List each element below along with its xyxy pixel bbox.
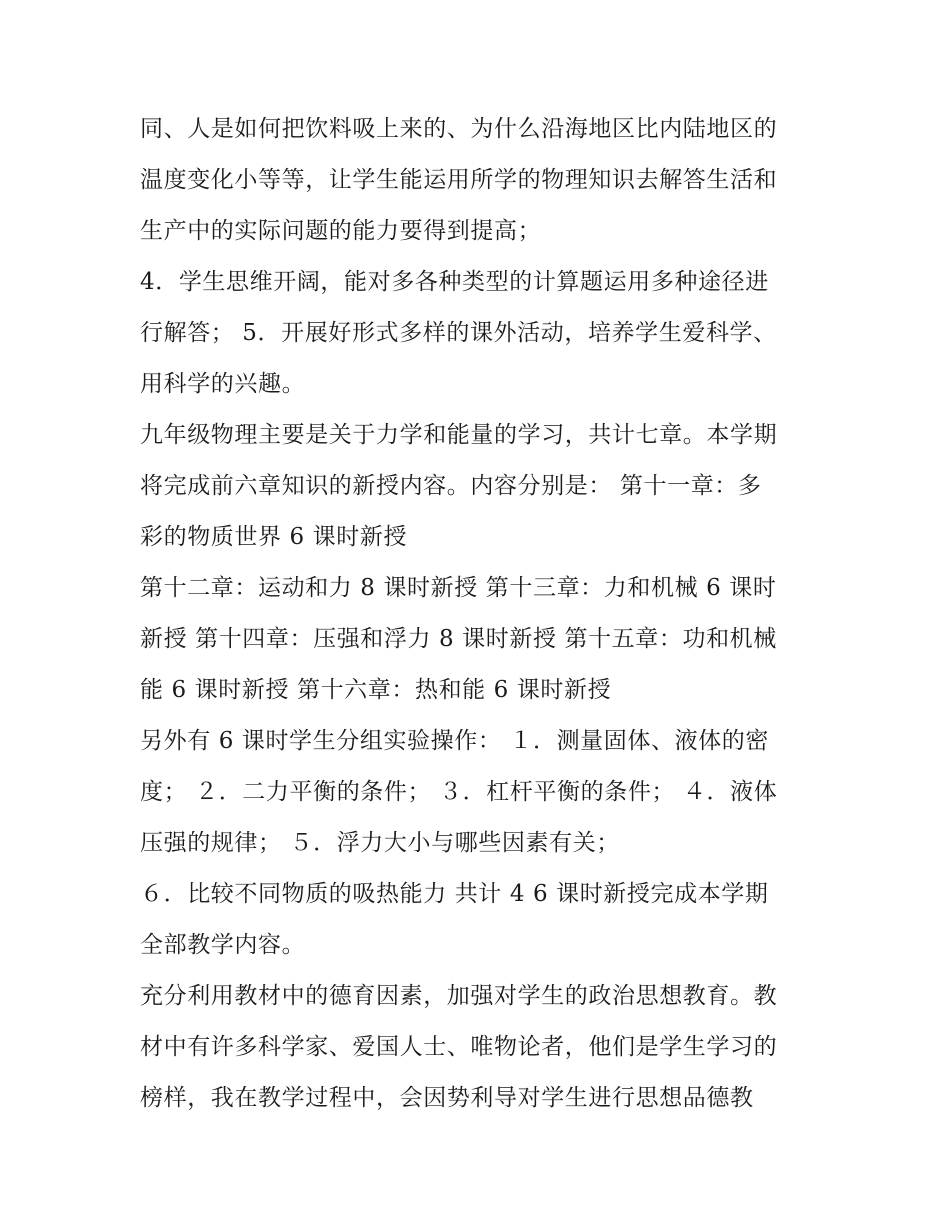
- body-text: [140, 104, 840, 1124]
- text-line: 能 6 课时新授 第十六章：热和能 6 课时新授: [140, 677, 612, 703]
- text-line: ６．比较不同物质的吸热能力 共计 4 6 课时新授完成本学期: [140, 881, 769, 907]
- text-line: 九年级物理主要是关于力学和能量的学习，共计七章。本学期: [140, 422, 778, 448]
- text-line: 充分利用教材中的德育因素，加强对学生的政治思想教育。教: [140, 983, 778, 1009]
- text-line: 榜样，我在教学过程中，会因势利导对学生进行思想品德教: [140, 1085, 754, 1111]
- text-line: 用科学的兴趣。: [140, 371, 306, 397]
- text-line: 温度变化小等等，让学生能运用所学的物理知识去解答生活和: [140, 167, 778, 193]
- text-line: 另外有 6 课时学生分组实验操作： １．测量固体、液体的密: [140, 728, 769, 754]
- text-line: 同、人是如何把饮料吸上来的、为什么沿海地区比内陆地区的: [140, 116, 778, 142]
- text-line: 彩的物质世界 6 课时新授: [140, 524, 408, 550]
- text-line: 度； ２．二力平衡的条件； ３．杠杆平衡的条件； ４．液体: [140, 779, 778, 805]
- text-line: 新授 第十四章：压强和浮力 8 课时新授 第十五章：功和机械: [140, 626, 777, 652]
- text-line: 压强的规律； ５．浮力大小与哪些因素有关；: [140, 830, 620, 856]
- text-line: 全部教学内容。: [140, 932, 306, 958]
- text-line: 生产中的实际问题的能力要得到提高；: [140, 218, 542, 244]
- text-line: 4．学生思维开阔，能对多各种类型的计算题运用多种途径进: [140, 269, 769, 295]
- text-line: 材中有许多科学家、爱国人士、唯物论者，他们是学生学习的: [140, 1034, 778, 1060]
- text-line: 第十二章：运动和力 8 课时新授 第十三章：力和机械 6 课时: [140, 575, 777, 601]
- text-line: 将完成前六章知识的新授内容。内容分别是： 第十一章：多: [140, 473, 762, 499]
- text-line: 行解答； 5．开展好形式多样的课外活动，培养学生爱科学、: [140, 320, 777, 346]
